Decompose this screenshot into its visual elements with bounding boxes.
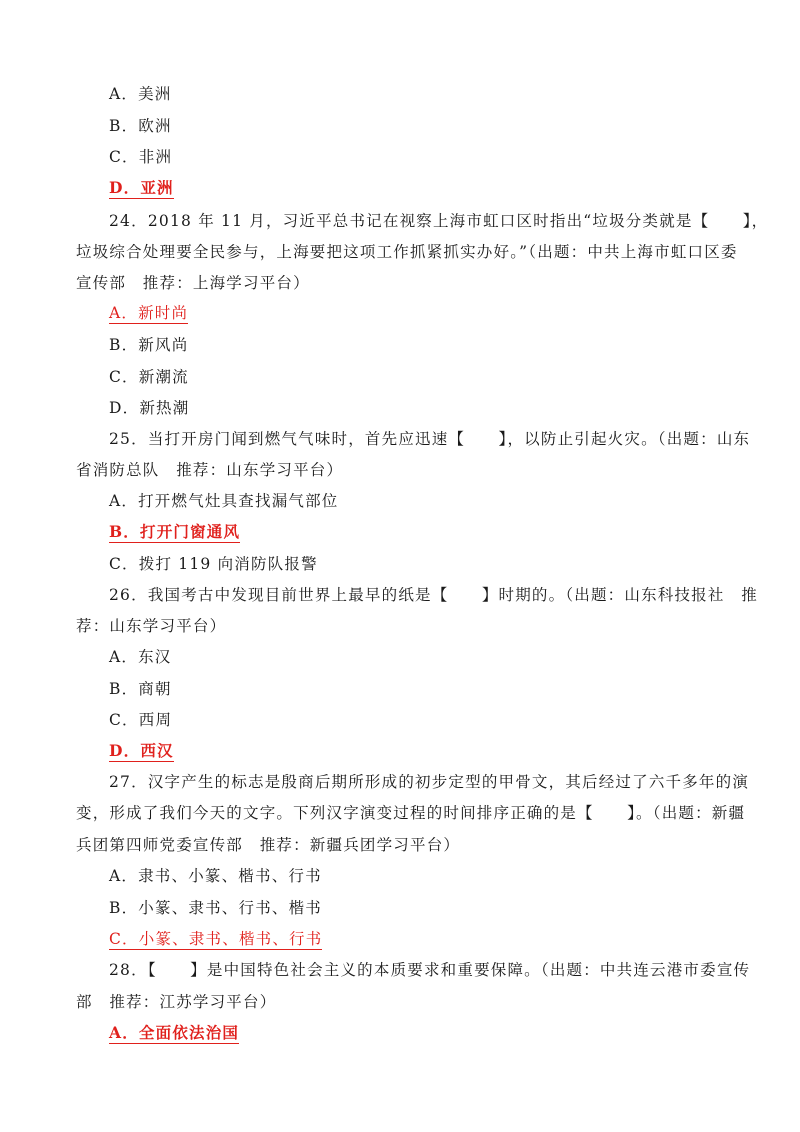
q23-answer-wrap [109, 178, 174, 198]
q28-question-line1: 28．【 】是中国特色社会主义的本质要求和重要保障。（出题：中共连云港市委宣传 [109, 961, 751, 979]
q23-option-b: B．欧洲 [109, 117, 172, 135]
q25-answer: B．打开门窗通风 [109, 522, 241, 541]
q24-option-c: C．新潮流 [109, 368, 189, 386]
q24-answer: A．新时尚 [109, 304, 189, 322]
q26-answer: D．西汉 [109, 741, 174, 760]
q27-option-a: A．隶书、小篆、楷书、行书 [109, 867, 322, 885]
q26-question-line1: 26．我国考古中发现目前世界上最早的纸是【 】时期的。（出题：山东科技报社 推 [109, 586, 758, 604]
q26-answer-wrap [109, 741, 174, 761]
q28-question-line2: 部 推荐：江苏学习平台） [76, 993, 277, 1011]
q27-option-b: B．小篆、隶书、行书、楷书 [109, 899, 322, 917]
q24-question-line2: 垃圾综合处理要全民参与，上海要把这项工作抓紧抓实办好。”（出题：中共上海市虹口区委 [76, 243, 738, 261]
q23-option-c: C．非洲 [109, 148, 173, 166]
q25-answer-wrap [109, 522, 240, 542]
q28-answer-wrap [109, 1023, 239, 1043]
q27-answer: C．小篆、隶书、楷书、行书 [109, 930, 323, 948]
q25-question-line1: 25．当打开房门闻到燃气气味时，首先应迅速【 】，以防止引起火灾。（出题：山东 [109, 430, 751, 448]
q27-question-line3: 兵团第四师党委宣传部 推荐：新疆兵团学习平台） [76, 836, 461, 854]
q28-answer: A．全面依法治国 [109, 1023, 240, 1042]
q27-question-line2: 变，形成了我们今天的文字。下列汉字演变过程的时间排序正确的是【 】。（出题：新疆 [76, 804, 746, 822]
q24-question-line1: 24．2018 年 11 月，习近平总书记在视察上海市虹口区时指出“垃圾分类就是【 】， [109, 212, 769, 230]
q23-answer: D．亚洲 [109, 178, 174, 197]
q26-option-c: C．西周 [109, 711, 173, 729]
q25-option-c: C．拨打 119 向消防队报警 [109, 555, 318, 573]
q24-question-line3: 宣传部 推荐：上海学习平台） [76, 274, 310, 292]
q25-question-line2: 省消防总队 推荐：山东学习平台） [76, 461, 344, 479]
q25-option-a: A．打开燃气灶具查找漏气部位 [109, 492, 339, 510]
q27-question-line1: 27．汉字产生的标志是殷商后期所形成的初步定型的甲骨文，其后经过了六千多年的演 [109, 773, 750, 791]
q24-option-b: B．新风尚 [109, 336, 189, 354]
q23-option-a: A．美洲 [109, 85, 172, 103]
q27-answer-wrap [109, 929, 322, 949]
q24-option-d: D．新热潮 [109, 399, 190, 417]
q24-answer-wrap [109, 303, 188, 323]
q26-option-a: A．东汉 [109, 648, 172, 666]
q26-option-b: B．商朝 [109, 680, 172, 698]
q26-question-line2: 荐：山东学习平台） [76, 617, 227, 635]
